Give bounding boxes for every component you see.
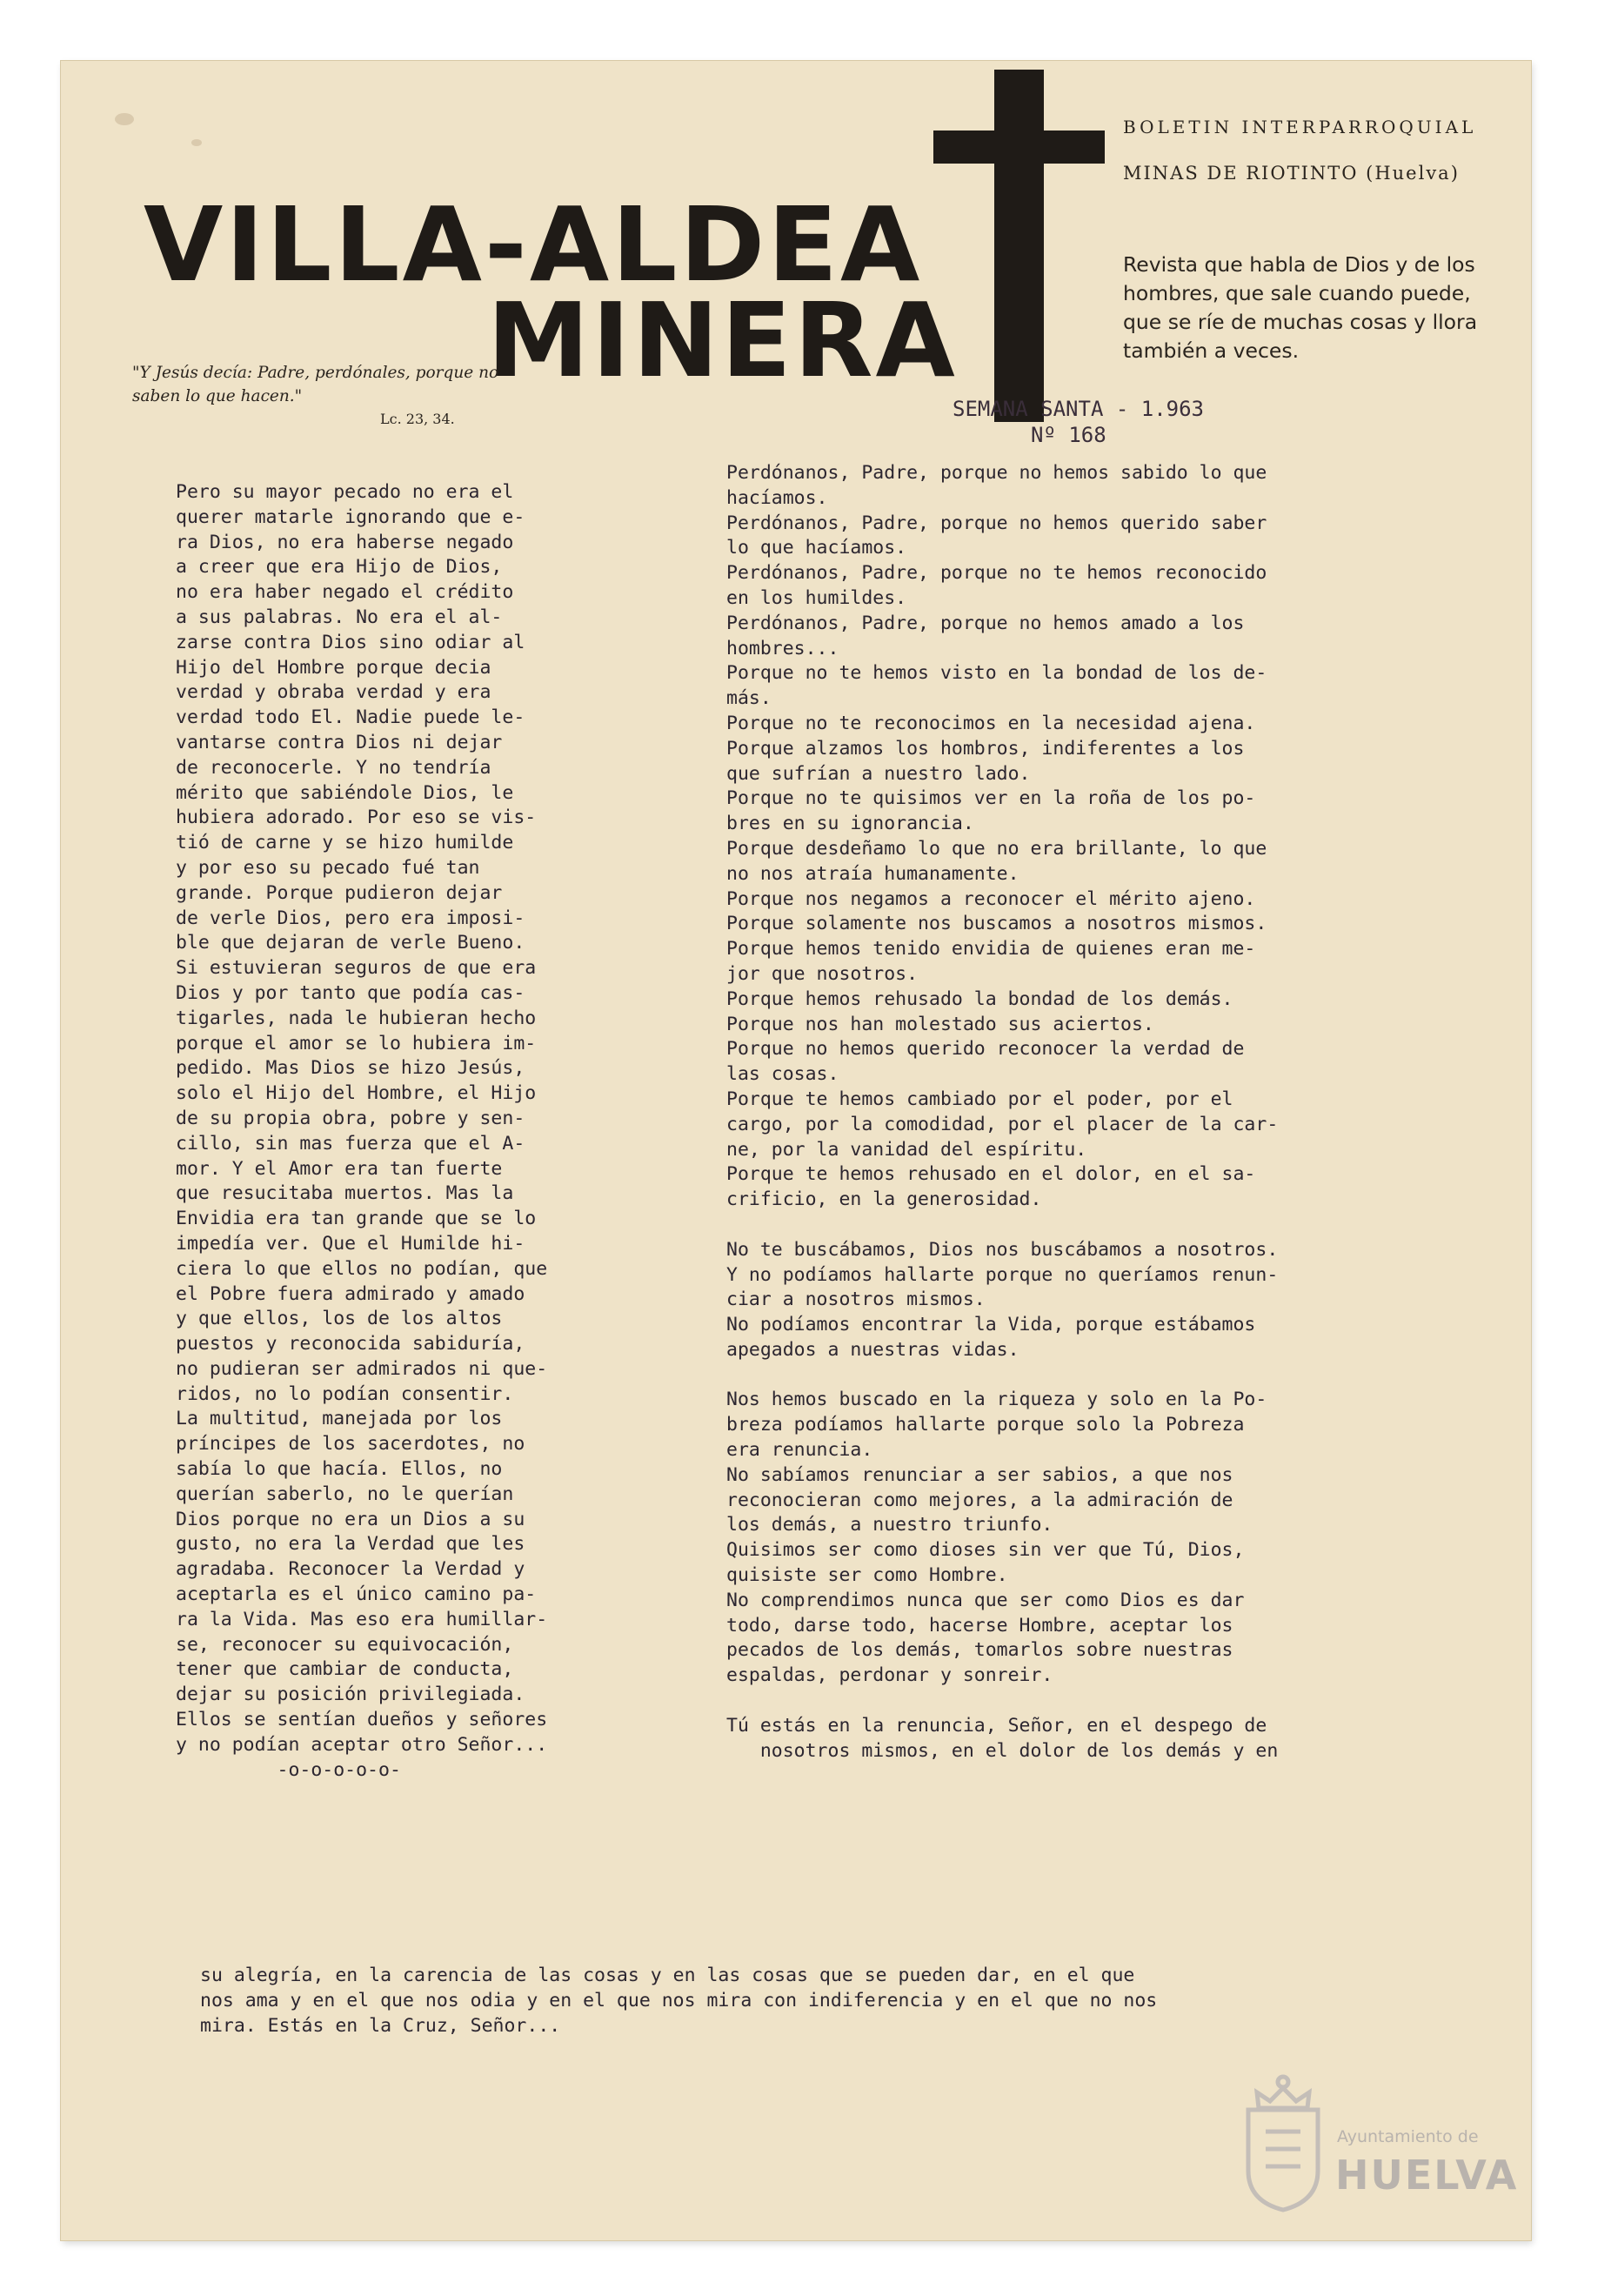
edition-date: SEMANA SANTA - 1.963: [953, 397, 1204, 421]
ink-stain: [191, 139, 202, 146]
edition-info: [953, 396, 1204, 448]
ink-stain: [115, 113, 134, 125]
bulletin-label: BOLETIN INTERPARROQUIAL: [1123, 117, 1477, 137]
closing-text: su alegría, en la carencia de las cosas y en las cosas que se pueden dar, en el que nos ama y en el que nos odia y en el que nos mira con indiferencia y en el que no nos mira. Estás en la Cruz, Señor...: [200, 1965, 1158, 2037]
issue-number: Nº 168: [1031, 423, 1106, 447]
scripture-reference: Lc. 23, 34.: [380, 411, 455, 427]
scripture-quote: "Y Jesús decía: Padre, perdónales, porque no saben lo que hacen.": [132, 364, 499, 405]
masthead-title-line2: MINERA: [487, 280, 958, 400]
masthead-title-line1: VILLA-ALDEA: [144, 184, 923, 305]
right-column-text: Perdónanos, Padre, porque no hemos sabido lo que hacíamos. Perdónanos, Padre, porque no hemos querido saber lo que hacíamos. Perdónanos, Padre, porque no te hemos reconocido en los humildes. Perdónanos, Padre, porque no hemos amado a los hombres... Porque no te hemos visto en la bondad de los de- más. Porque no te reconocimos en la necesidad ajena. Porque alzamos los hombros, indiferentes a los que sufrían a nuestro lado. Porque no te quisimos ver en la roña de los po- bres en su ignorancia. Porque desdeñamo lo que no era brillante, lo que no nos atraía humanamente. Porque nos negamos a reconocer el mérito ajeno. Porque solamente nos buscamos a nosotros mismos. Porque hemos tenido envidia de quienes eran me- jor que nosotros. Porque hemos rehusado la bondad de los demás. Porque nos han molestado sus aciertos. Porque no hemos querido reconocer la verdad de las cosas. Porque te hemos cambiado por el poder, por el cargo, por la comodidad, por el placer de la car- ne, por la vanidad del espíritu. Porque te hemos rehusado en el dolor, en el sa- crificio, en la generosidad. No te buscábamos, Dios nos buscábamos a nosotros. Y no podíamos hallarte porque no queríamos renun- ciar a nosotros mismos. No podíamos encontrar la Vida, porque estábamos apegados a nuestras vidas. Nos hemos buscado en la riqueza y solo en la Po- breza podíamos hallarte porque solo la Pobreza era renuncia. No sabíamos renunciar a ser sabios, a que nos reconocieran como mejores, a la admiración de los demás, a nuestro triunfo. Quisimos ser como dioses sin ver que Tú, Dios, quisiste ser como Hombre. No comprendimos nunca que ser como Dios es dar todo, darse todo, hacerse Hombre, aceptar los pecados de los demás, tomarlos sobre nuestras espaldas, perdonar y sonreir. Tú estás en la renuncia, Señor, en el despego de nosotros mismos, en el dolor de los demás y en: [726, 462, 1279, 1762]
watermark-stamp: [1231, 2066, 1518, 2214]
cross-icon: [994, 70, 1044, 422]
watermark-big-text: HUELVA: [1335, 2152, 1519, 2199]
location-label: MINAS DE RIOTINTO (Huelva): [1123, 163, 1460, 184]
watermark-small-text: Ayuntamiento de: [1337, 2127, 1479, 2146]
newsletter-page: [61, 61, 1531, 2240]
tagline: Revista que habla de Dios y de los hombres, que sale cuando puede, que se ríe de muchas cosas y llora también a veces.: [1123, 252, 1478, 363]
left-column-text: Pero su mayor pecado no era el querer matarle ignorando que e- ra Dios, no era haberse negado a creer que era Hijo de Dios, no era haber negado el crédito a sus palabras. No era el al- zarse contra Dios sino odiar al Hijo del Hombre porque decia verdad y obraba verdad y era verdad todo El. Nadie puede le- vantarse contra Dios ni dejar de reconocerle. Y no tendría mérito que sabiéndole Dios, le hubiera adorado. Por eso se vis- tió de carne y se hizo humilde y por eso su pecado fué tan grande. Porque pudieron dejar de verle Dios, pero era imposi- ble que dejaran de verle Bueno. Si estuvieran seguros de que era Dios y por tanto que podía cas- tigarles, nada le hubieran hecho porque el amor se lo hubiera im- pedido. Mas Dios se hizo Jesús, solo el Hijo del Hombre, el Hijo de su propia obra, pobre y sen- cillo, sin mas fuerza que el A- mor. Y el Amor era tan fuerte que resucitaba muertos. Mas la Envidia era tan grande que se lo impedía ver. Que el Humilde hi- ciera lo que ellos no podían, que el Pobre fuera admirado y amado y que ellos, los de los altos puestos y reconocida sabiduría, no pudieran ser admirados ni que- ridos, no lo podían consentir. La multitud, manejada por los príncipes de los sacerdotes, no sabía lo que hacía. Ellos, no querían saberlo, no le querían Dios porque no era un Dios a su gusto, no era la Verdad que les agradaba. Reconocer la Verdad y aceptarla es el único camino pa- ra la Vida. Mas eso era humillar- se, reconocer su equivocación, tener que cambiar de conducta, dejar su posición privilegiada. Ellos se sentían dueños y señores y no podían aceptar otro Señor... -o-o-o-o-o-: [176, 481, 548, 1781]
cross-icon-arm: [933, 131, 1105, 164]
city-shield-icon: [1231, 2066, 1335, 2214]
